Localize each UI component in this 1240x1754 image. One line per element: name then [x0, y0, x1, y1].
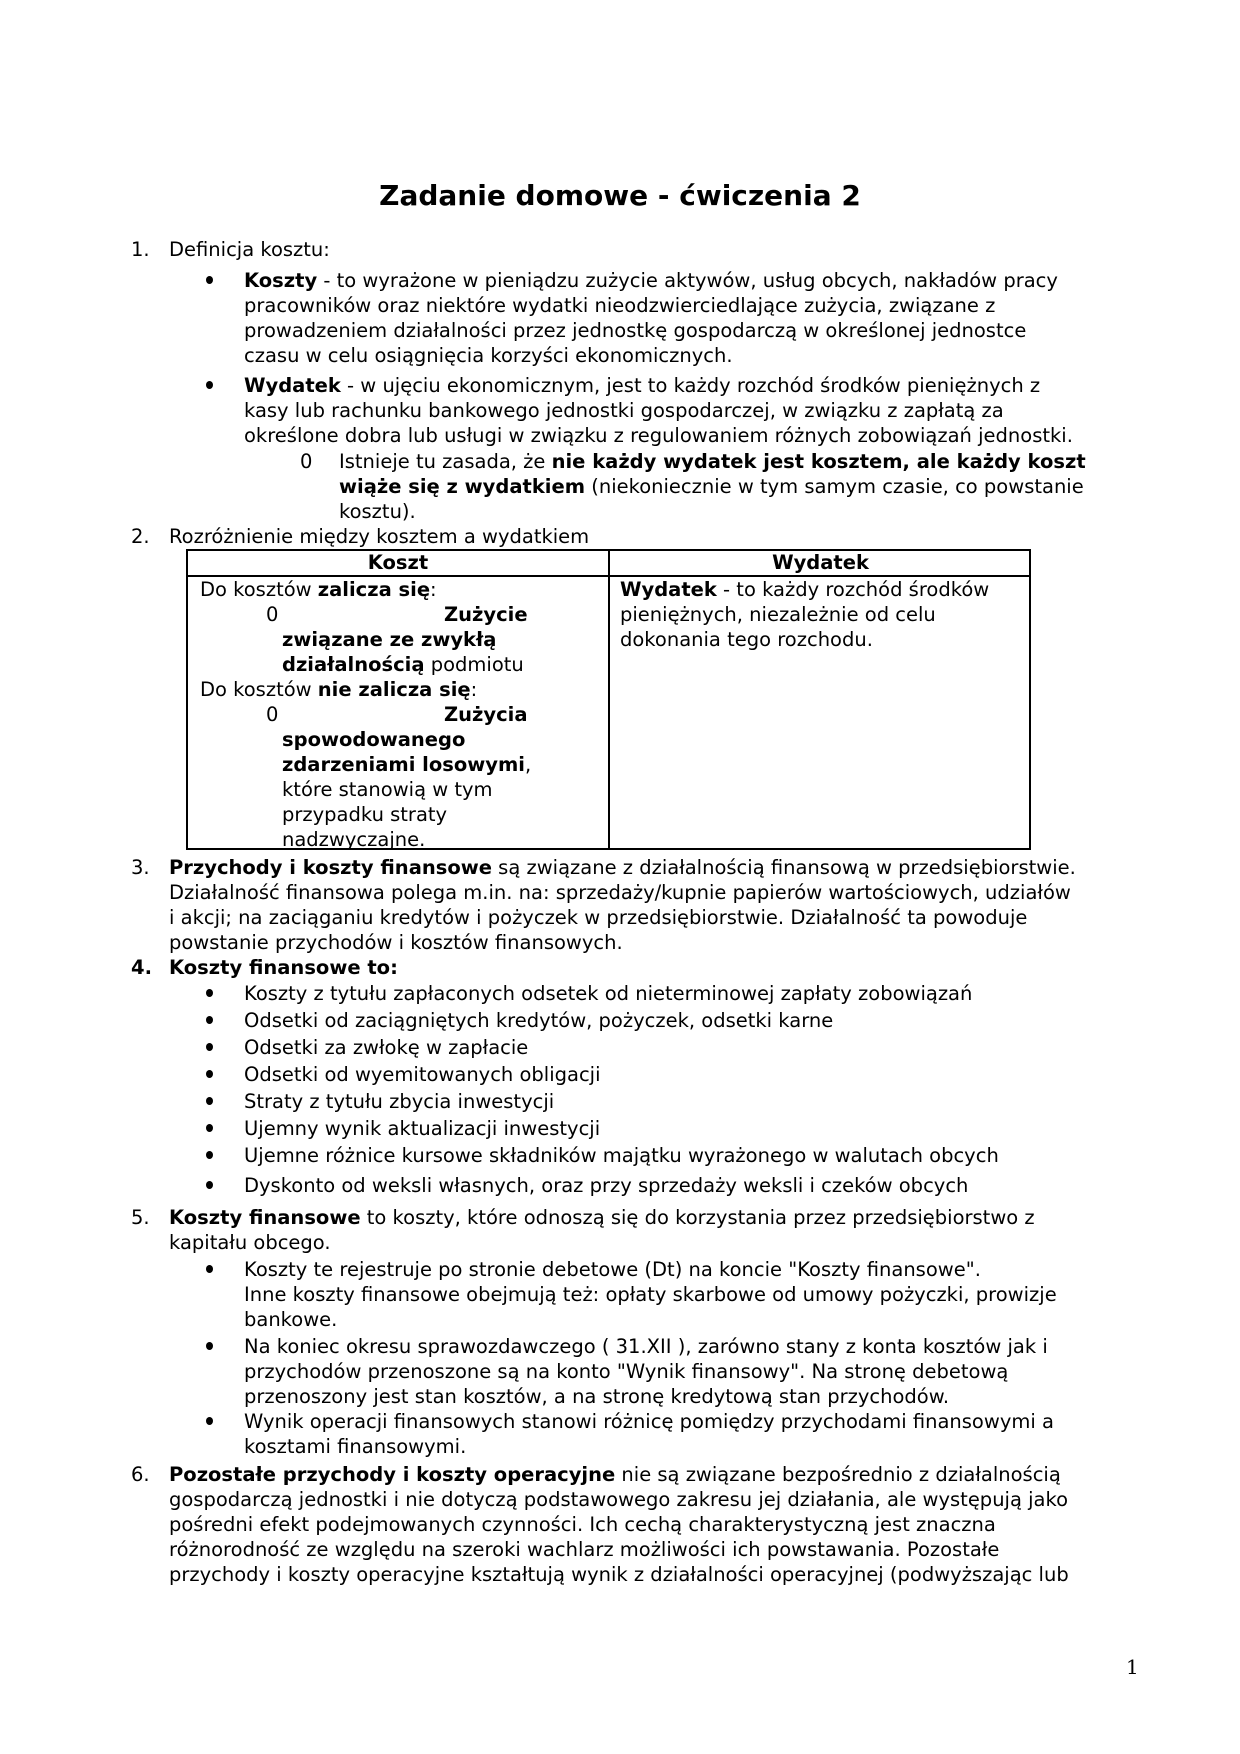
bullet-icon: [204, 1062, 218, 1076]
section-number: 4.: [131, 956, 152, 979]
table-divider: [608, 551, 610, 848]
bullet-icon: [204, 1035, 218, 1049]
section-heading: Rozróżnienie między kosztem a wydatkiem: [169, 525, 590, 548]
term: Pozostałe przychody i koszty operacyjne: [169, 1463, 616, 1486]
comparison-table: Koszt Wydatek Do kosztów zalicza się: 0 Zużycie związane ze zwykłą działalnością podmiotu Do kosztów nie zalicza się: 0 Zużycia spowodowanego zdarzeniami losowymi, które stanowią w tym przypadku straty nadzwyczajne. Wydatek - to każdy rozchód środków pieniężnych, niezależnie od celu dokonania tego rozchodu.: [186, 549, 1031, 850]
table-header-koszt: Koszt: [367, 551, 429, 574]
section-number: 1.: [131, 238, 150, 261]
section-heading: Definicja kosztu:: [169, 238, 330, 261]
term: Wydatek: [244, 374, 341, 397]
section-number: 2.: [131, 525, 150, 548]
section-number: 5.: [131, 1206, 150, 1229]
bullet-icon: [204, 1257, 218, 1271]
section-number: 6.: [131, 1463, 150, 1486]
bullet-icon: [204, 1116, 218, 1130]
bullet-icon: [204, 1008, 218, 1022]
section-heading: Koszty finansowe to:: [169, 956, 398, 979]
bullet-icon: [204, 1409, 218, 1423]
term: Koszty: [244, 269, 318, 292]
bullet-icon: [204, 981, 218, 995]
document-title: Zadanie domowe - ćwiczenia 2: [379, 179, 861, 212]
sub-bullet-marker: 0: [300, 450, 313, 473]
bullet-icon: [204, 268, 218, 282]
document-page: Zadanie domowe - ćwiczenia 2 1. Definicja kosztu: Koszty - to wyrażone w pieniądzu zużycie aktywów, usług obcych, nakładów pracy pracowników oraz niektóre wydatki nieodzwierciedlające zużycia, związane z prowadzeniem działalności przez jednostkę gospodarczą w określonej jednostce czasu w celu osiągnięcia korzyści ekonomicznych. Wydatek - w ujęciu ekonomicznym, jest to każdy rozchód środków pieniężnych z kasy lub rachunku bankowego jednostki gospodarczej, w związku z zapłatą za określone dobra lub usługi w związku z regulowaniem różnych zobowiązań jednostki. 0 Istnieje tu zasada, że nie każdy wydatek jest kosztem, ale każdy koszt wiąże się z wydatkiem (niekoniecznie w tym samym czasie, co powstanie kosztu). 2. Rozróżnienie między kosztem a wydatkiem Koszt Wydatek Do kosztów zalicza się: 0 Zużycie związane ze zwykłą działalnością podmiotu Do kosztów nie zalicza się: 0 Zużycia spowodowanego zdarzeniami losowymi, które stanowią w tym przypadku straty nadzwyczajne. Wydatek - to każdy rozchód środków pieniężnych, niezależnie od celu dokonania tego rozchodu. 3. Przychody i koszty finansowe są związane z działalnością finansową w przedsiębiorstwie. Działalność finansowa polega m.in. na: sprzedaży/kupnie papierów wartościowych, udziałów i akcji; na zaciąganiu kredytów i pożyczek w przedsiębiorstwie. Działalność ta powoduje powstanie przychodów i kosztów finansowych. 4. Koszty finansowe to: Koszty z tytułu zapłaconych odsetek od nieterminowej zapłaty zobowiązań Odsetki od zaciągniętych kredytów, pożyczek, odsetki karne Odsetki za zwłokę w zapłacie Odsetki od wyemitowanych obligacji Straty z tytułu zbycia inwestycji Ujemny wynik aktualizacji inwestycji Ujemne różnice kursowe składników majątku wyrażonego w walutach obcych Dyskonto od weksli własnych, oraz przy sprzedaży weksli i czeków obcych 5. Koszty finansowe to koszty, które odnoszą się do korzystania przez przedsiębiorstwo z kapitału obcego. Koszty te rejestruje po stronie debetowe (Dt) na koncie "Koszty finansowe". Inne koszty finansowe obejmują też: opłaty skarbowe od umowy pożyczki, prowizje bankowe. Na koniec okresu sprawozdawczego ( 31.XII ), zarówno stany z konta kosztów jak i przychodów przenoszone są na konto "Wynik finansowy". Na stronę debetową przenoszony jest stan kosztów, a na stronę kredytową stan przychodów. Wynik operacji finansowych stanowi różnicę pomiędzy przychodami finansowymi a kosztami finansowymi. 6. Pozostałe przychody i koszty operacyjne nie są związane bezpośrednio z działalnością gospodarczą jednostki i nie dotyczą podstawowego zakresu jej działania, ale występują jako pośredni efekt podejmowanych czynności. Ich cechą charakterystyczną jest znaczna różnorodność ze względu na szeroki wachlarz możliwości ich powstawania. Pozostałe przychody i koszty operacyjne kształtują wynik z działalności operacyjnej (podwyższając lub 1: [0, 0, 1240, 1754]
section-number: 3.: [131, 856, 150, 879]
table-header-wydatek: Wydatek: [772, 551, 869, 574]
bullet-icon: [204, 373, 218, 387]
term: Koszty finansowe: [169, 1206, 361, 1229]
table-cell-wydatek: Wydatek - to każdy rozchód środków pieniężnych, niezależnie od celu dokonania tego rozchodu.: [620, 578, 990, 651]
page-number: 1: [1126, 1655, 1139, 1679]
bullet-icon: [204, 1143, 218, 1157]
term: Przychody i koszty finansowe: [169, 856, 492, 879]
bullet-icon: [204, 1173, 218, 1187]
bullet-icon: [204, 1334, 218, 1348]
bullet-icon: [204, 1089, 218, 1103]
